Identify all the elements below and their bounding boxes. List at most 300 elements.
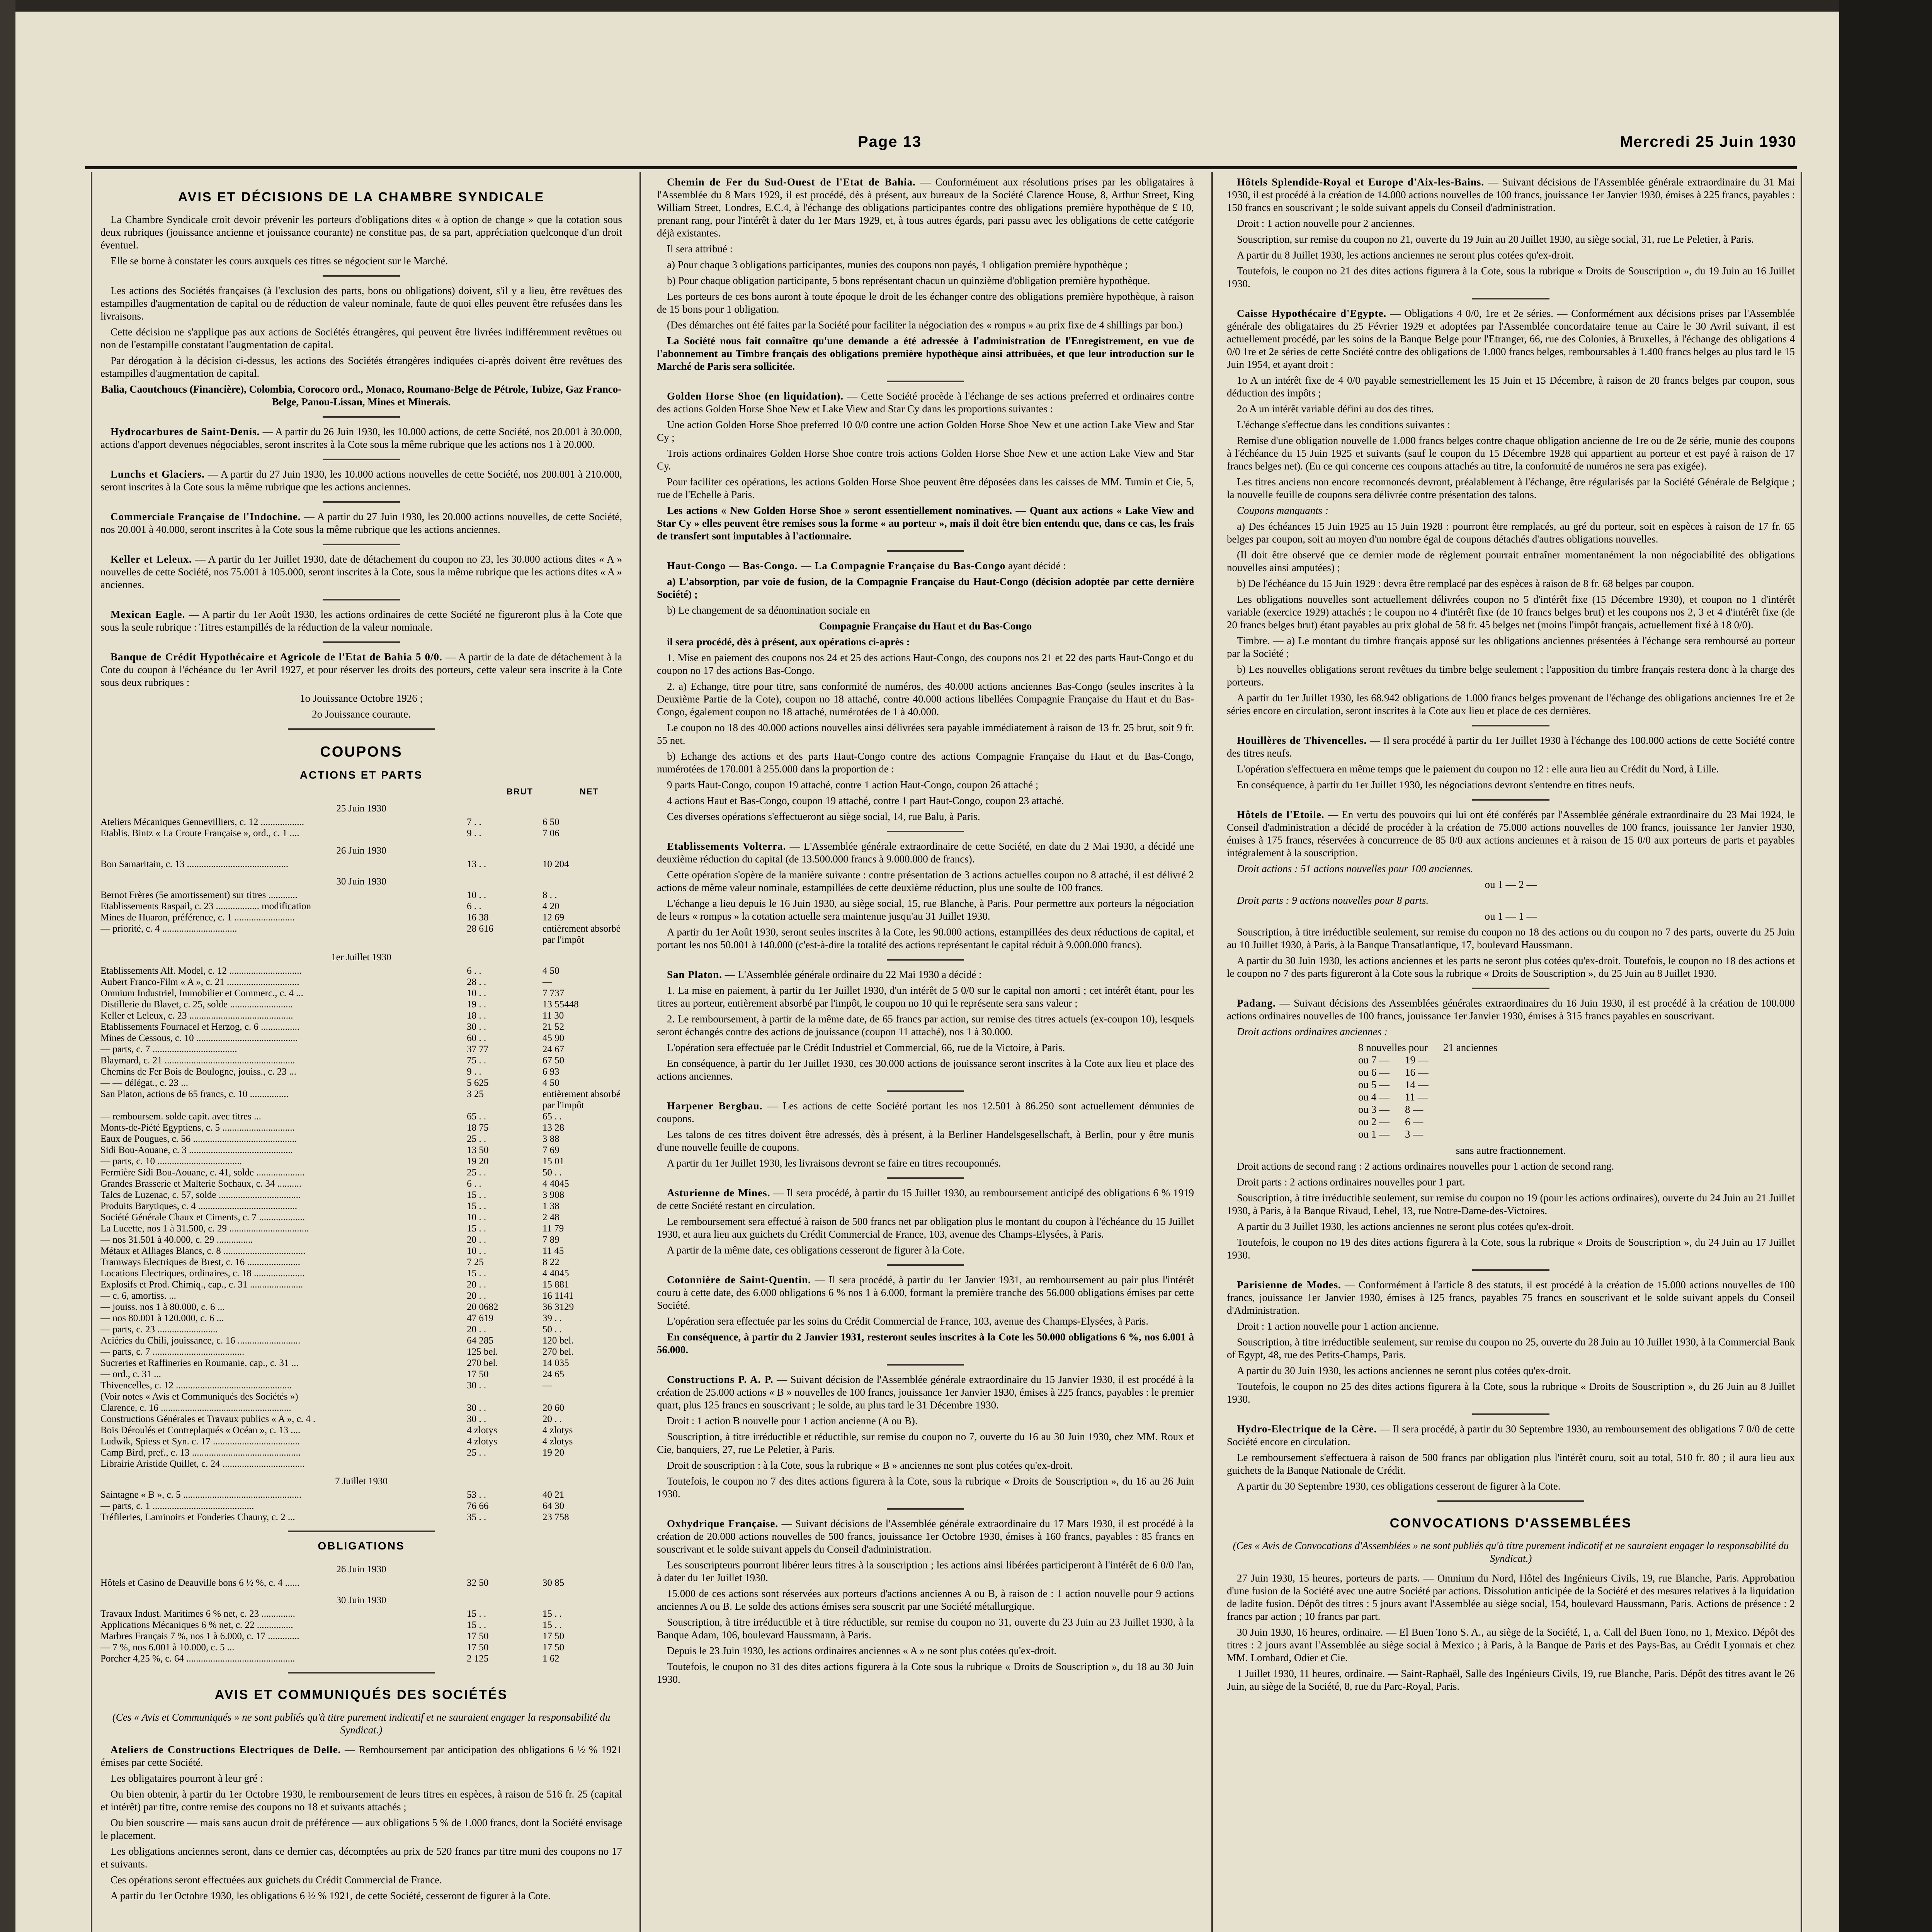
coupon-row — [100, 1245, 622, 1257]
coupon-row — [100, 1257, 622, 1268]
separator — [323, 599, 400, 600]
column-2 — [657, 176, 1194, 1932]
coupon-name: (Voir notes « Avis et Communiqués des Sociétés ») — [100, 1391, 298, 1402]
coupon-row — [100, 1189, 622, 1201]
coupon-name: Etablissements Raspail, c. 23 .................. modification — [100, 901, 311, 912]
coupon-name: — parts, c. 1 .......................................... — [100, 1501, 254, 1511]
coupon-row — [100, 1653, 622, 1664]
coupon-date: 30 Juin 1930 — [336, 1595, 386, 1605]
ratio-row — [1358, 1078, 1795, 1091]
paragraph: En conséquence, à partir du 1er Juillet 1930, ces 30.000 actions de jouissance seront inscrites à la Cote aux lieu et place des actions anciennes. — [657, 1058, 1194, 1082]
coupon-date-row — [100, 946, 622, 965]
coupon-row — [100, 999, 622, 1010]
coupon-date: 26 Juin 1930 — [336, 845, 386, 856]
separator — [887, 381, 964, 382]
coupon-name: — — délégat., c. 23 ... — [100, 1078, 189, 1088]
coupons-title: COUPONS — [320, 744, 403, 760]
paragraph: 4 actions Haut et Bas-Congo, coupon 19 attaché, contre 1 part Haut-Congo, coupon 23 attaché. — [667, 795, 1064, 806]
coupon-name: Clarence, c. 16 ...................................................... — [100, 1403, 291, 1413]
coupon-name: Locations Electriques, ordinaires, c. 18 ..................... — [100, 1268, 305, 1279]
notice-title: Etablissements Volterra. — [667, 840, 786, 852]
separator — [323, 544, 400, 545]
paragraph: b) Les nouvelles obligations seront revêtues du timbre belge seulement ; l'apposition du timbre français restera donc à la charge des porteurs. — [1227, 663, 1795, 688]
coupon-name: Travaux Indust. Maritimes 6 % net, c. 23 .............. — [100, 1609, 295, 1619]
coupon-row — [100, 1032, 622, 1044]
ratio-row — [1358, 1103, 1795, 1116]
coupon-row — [100, 1021, 622, 1032]
notice-text: — Cette Société procède à l'échange de ses actions preferred et ordinaires contre des actions Golden Horse Shoe New et Lake View and Star Cy dans les proportions suivantes : — [657, 390, 1194, 415]
coupon-name: Etablis. Bintz « La Croute Française », ord., c. 1 .... — [100, 828, 299, 838]
coupon-brut: 13 . . — [467, 859, 486, 869]
ratio-new: ou 1 — — [1358, 1128, 1389, 1140]
coupon-row — [100, 965, 622, 976]
coupon-row — [100, 816, 622, 828]
coupon-row — [100, 889, 622, 901]
coupon-name: Ateliers Mécaniques Gennevilliers, c. 12 .................. — [100, 817, 304, 827]
paragraph: 9 parts Haut-Congo, coupon 19 attaché, contre 1 action Haut-Congo, coupon 26 attaché ; — [667, 779, 1039, 791]
paragraph: Souscription, à titre irréductible seulement, sur remise du coupon no 18 des actions ou du coupon no 7 des parts, ouverte du 25 Juin au 10 Juillet 1930, à Paris, à la Banque Transatlantique, 17, boulevard Haussmann. — [1227, 926, 1795, 951]
coupon-column-headers — [100, 787, 622, 797]
separator — [323, 416, 400, 418]
notice-title: Ateliers de Constructions Electriques de Delle. — [111, 1744, 341, 1755]
coupon-net: entièrement absorbé par l'impôt — [542, 923, 621, 945]
paragraph: A partir de la même date, ces obligations cesseront de figurer à la Cote. — [667, 1244, 964, 1256]
coupon-row — [100, 1010, 622, 1021]
paragraph: 1. La mise en paiement, à partir du 1er Juillet 1930, d'un intérêt de 5 0/0 sur le capital non amorti ; cet intérêt étant, pour les titres au porteur, entièrement absorbé par l'impôt, le coupon no 10 qui le représente sera sans valeur ; — [657, 985, 1194, 1009]
coupon-name: Métaux et Alliages Blancs, c. 8 .................................. — [100, 1246, 306, 1256]
coupon-name: Produits Barytiques, c. 4 ......................................... — [100, 1201, 298, 1211]
header-rule — [85, 166, 1797, 169]
coupon-date: 26 Juin 1930 — [336, 1564, 386, 1575]
paragraph: Souscription, à titre irréductible seulement, sur remise du coupon no 19 (pour les actions ordinaires), ouverte du 24 Juin au 21 Juillet 1930, à Paris, à la Banque Rivaud, Lebel, 13, rue Notre-Dame-des-Victoires. — [1227, 1192, 1795, 1216]
coupon-row — [100, 1223, 622, 1234]
paragraph: La Société nous fait connaître qu'une demande a été adressée à l'administration de l'Enregistrement, en vue de l'abonnement au Timbre français des obligations première hypothèque ainsi attribuées, et que leur introduction sur le Marché de Paris sera sollicitée. — [657, 335, 1194, 372]
coupon-brut: 6 . . — [467, 1179, 481, 1189]
notice-line: 1o Jouissance Octobre 1926 ; — [300, 692, 423, 704]
coupon-net: 1 38 — [542, 1201, 560, 1211]
ratio-row — [1358, 1066, 1795, 1078]
notice-title: Haut-Congo — Bas-Congo. — La Compagnie Française du Bas-Congo — [667, 560, 1006, 571]
notice-title: Keller et Leleux. — [111, 553, 192, 565]
coupon-brut: 17 50 — [467, 1631, 489, 1641]
coupon-brut: 25 . . — [467, 1447, 486, 1458]
avis-chambre-title: AVIS ET DÉCISIONS DE LA CHAMBRE SYNDICALE — [178, 190, 545, 204]
coupon-name: — parts, c. 7 ...................................... — [100, 1347, 245, 1357]
notice-text: — A partir du 1er Août 1930, les actions ordinaires de cette Société ne figureront plus à la Cote que sous la seule rubrique : Titres estampillés de la réduction de la valeur nominale. — [100, 609, 622, 633]
paragraph: Droit actions de second rang : 2 actions ordinaires nouvelles pour 1 action de second rang. — [1237, 1160, 1614, 1172]
coupon-row — [100, 1066, 622, 1077]
coupon-net: 39 . . — [542, 1313, 562, 1323]
coupon-brut: 9 . . — [467, 1066, 481, 1077]
coupon-net: 12 69 — [542, 912, 565, 923]
paragraph: (Des démarches ont été faites par la Société pour faciliter la négociation des « rompus » au prix fixe de 4 shillings par bon.) — [667, 319, 1183, 331]
paragraph: Souscription, à titre irréductible et réductible, sur remise du coupon no 7, ouverte du 16 au 30 Juin 1930, chez MM. Roux et Cie, banquiers, 27, rue Le Peletier, à Paris. — [657, 1431, 1194, 1455]
notice-title: Asturienne de Mines. — [667, 1187, 770, 1199]
coupon-brut: 28 616 — [467, 923, 493, 934]
separator — [1472, 988, 1549, 989]
coupon-name: — nos 31.501 à 40.000, c. 29 ............... — [100, 1235, 253, 1245]
coupon-name: Ludwik, Spiess et Syn. c. 17 .................................... — [100, 1436, 300, 1447]
coupon-date: 7 Juillet 1930 — [335, 1476, 388, 1486]
coupon-net: 15 881 — [542, 1279, 569, 1290]
coupon-brut: 30 . . — [467, 1403, 486, 1413]
notice-text: — L'Assemblée générale ordinaire du 22 Mai 1930 a décidé : — [724, 969, 982, 980]
coupon-brut: 30 . . — [467, 1380, 486, 1391]
coupon-brut: 20 . . — [467, 1324, 486, 1335]
separator — [887, 1364, 964, 1366]
notice-text: — Les actions de cette Société portant les nos 12.501 à 86.250 sont actuellement démunies de coupons. — [657, 1100, 1194, 1124]
paragraph: Ou bien obtenir, à partir du 1er Octobre 1930, le remboursement de leurs titres en espèces, à raison de 516 fr. 25 (capital et intérêt) par titre, contre remise des coupons no 18 et suivants attachés ; — [100, 1788, 622, 1813]
coupon-net: — — [542, 1380, 552, 1391]
coupon-net: 270 bel. — [542, 1347, 574, 1357]
separator — [887, 1177, 964, 1179]
coupon-net: 15 01 — [542, 1156, 565, 1167]
coupon-net: 11 79 — [542, 1223, 564, 1234]
notice-title: Parisienne de Modes. — [1237, 1279, 1341, 1291]
frame-right-rule — [1801, 172, 1802, 1932]
coupon-net: 7 737 — [542, 988, 565, 998]
coupon-name: Etablissements Fournacel et Herzog, c. 6 ................ — [100, 1022, 300, 1032]
notice-title: Mexican Eagle. — [111, 609, 185, 620]
ratio-new: ou 5 — — [1358, 1079, 1389, 1090]
coupon-net: 7 06 — [542, 828, 560, 838]
notice-text: — Il sera procédé à partir du 1er Juillet 1930 à l'échange des 100.000 actions de cette Société contre des titres neufs. — [1227, 735, 1795, 759]
coupon-brut: 19 . . — [467, 999, 486, 1010]
coupon-brut: 20 0682 — [467, 1302, 498, 1312]
paragraph: Souscription, à titre irréductible seulement, sur remise du coupon no 25, ouverte du 28 Juin au 10 Juillet 1930, à la Commercial Bank of Egypt, 48, rue des Petits-Champs, Paris. — [1227, 1336, 1795, 1361]
coupon-name: — ord., c. 31 ... — [100, 1369, 161, 1379]
coupon-brut: 10 . . — [467, 890, 486, 900]
column-1 — [100, 176, 622, 1932]
notice-title: Banque de Crédit Hypothécaire et Agricole de l'Etat de Bahia 5 0/0. — [111, 651, 442, 663]
paragraph: L'échange s'effectue dans les conditions suivantes : — [1237, 419, 1451, 430]
coupon-name: — jouiss. nos 1 à 80.000, c. 6 ... — [100, 1302, 225, 1312]
coupon-date: 1er Juillet 1930 — [331, 952, 391, 963]
paragraph: Remise d'une obligation nouvelle de 1.000 francs belges contre chaque obligation ancienne de 1re ou de 2e série, munie des coupons à l'échéance du 15 Juin 1925 et suivants (sauf le coupon du 15 Décembre 1928 qui appartient au porteur et est payé à raison de 17 francs belges net). (En ce qui concerne ces coupons attachés au titre, la conformité de numéros ne sera pas exigée). — [1227, 435, 1795, 472]
coupon-net: 1 62 — [542, 1653, 560, 1664]
coupon-net: 17 50 — [542, 1631, 565, 1641]
ratio-new: ou 2 — — [1358, 1116, 1389, 1128]
paragraph: Droit de souscription : à la Cote, sous la rubrique « B » anciennes ne sont plus cotées qu'ex-droit. — [667, 1459, 1073, 1471]
ratio-old: 11 — — [1405, 1091, 1428, 1103]
coupon-brut: 15 . . — [467, 1190, 486, 1200]
notice-title: Caisse Hypothécaire d'Egypte. — [1237, 308, 1387, 319]
coupon-name: Tramways Electriques de Brest, c. 16 ...................... — [100, 1257, 301, 1267]
coupon-name: — c. 6, amortiss. ... — [100, 1291, 176, 1301]
padang-ratio-list — [1358, 1041, 1795, 1140]
paragraph: L'opération s'effectuera en même temps que le paiement du coupon no 12 : elle aura lieu au Crédit du Nord, à Lille. — [1237, 763, 1719, 775]
coupon-row — [100, 976, 622, 988]
coupon-brut — [467, 1458, 543, 1469]
coupon-net: 6 93 — [542, 1066, 560, 1077]
paragraph: Toutefois, le coupon no 21 des dites actions figurera à la Cote, sous la rubrique « Droits de Souscription », du 19 Juin au 16 Juillet 1930. — [1227, 265, 1795, 289]
paragraph: Les titres anciens non encore reconnoncés devront, préalablement à l'échange, être régularisés par la Société Générale de Belgique ; la nouvelle feuille de coupons sera délivrée contre présentation des talons. — [1227, 476, 1795, 500]
coupon-name: Applications Mécaniques 6 % net, c. 22 ............... — [100, 1620, 293, 1630]
coupon-row — [100, 1145, 622, 1156]
ratio-row — [1358, 1041, 1795, 1054]
coupon-name: Sidi Bou-Aouane, c. 3 ........................................... — [100, 1145, 293, 1155]
ratio-new: ou 6 — — [1358, 1066, 1389, 1078]
paragraph: Les talons de ces titres doivent être adressés, dès à présent, à la Berliner Handelsgesellschaft, à Berlin, pour y être munis d'une nouvelle feuille de coupons. — [657, 1129, 1194, 1153]
column-rule-2 — [1211, 172, 1213, 1932]
coupon-date-row — [100, 797, 622, 816]
coupon-brut: 32 50 — [467, 1578, 489, 1588]
separator — [288, 728, 435, 730]
paragraph: Les obligations anciennes seront, dans ce dernier cas, décomptées au prix de 520 francs par titre muni des coupons no 17 et suivants. — [100, 1845, 622, 1870]
paragraph: b) Pour chaque obligation participante, 5 bons représentant chacun un quinzième d'obligation première hypothèque. — [667, 275, 1150, 286]
ratio-new: ou 7 — — [1358, 1054, 1389, 1066]
paragraph: L'opération sera effectuée par le Crédit Industriel et Commercial, 66, rue de la Victoire, à Paris. — [667, 1042, 1065, 1053]
coupon-net: 21 52 — [542, 1022, 565, 1032]
coupon-net: 30 85 — [542, 1578, 565, 1588]
coupon-row — [100, 1324, 622, 1335]
page-edge — [0, 0, 15, 1932]
coupon-brut: 270 bel. — [467, 1358, 498, 1368]
coupon-brut: 16 38 — [467, 912, 489, 923]
separator — [887, 1264, 964, 1266]
paragraph: Cette opération s'opère de la manière suivante : contre présentation de 3 actions actuelles coupon no 8 attaché, il est délivré 2 actions de même valeur nominale, estampillées de cette deuxième réduction, plus une soulte de 100 francs. — [657, 869, 1194, 893]
notice-text: — Suivant décision de l'Assemblée générale extraordinaire du 15 Janvier 1930, il est procédé à la création de 25.000 actions « B » nouvelles de 100 francs, jouissance 1er Janvier 1930, émises à 225 francs, payables : le premier quart, plus 125 francs en souscrivant ; le solde, au plus tard le 31 Décembre 1930. — [657, 1374, 1194, 1411]
notice-line: 2o Jouissance courante. — [312, 708, 411, 720]
coupon-net: 11 30 — [542, 1010, 564, 1021]
coupon-net: 50 . . — [542, 1324, 562, 1335]
paragraph: A partir du 3 Juillet 1930, les actions anciennes ne seront plus cotées qu'ex-droit. — [1237, 1221, 1574, 1232]
coupon-date-row — [100, 1588, 622, 1608]
separator — [887, 550, 964, 552]
coupon-brut: 10 . . — [467, 1246, 486, 1256]
frame-left-rule — [91, 172, 92, 1932]
coupon-brut: 15 . . — [467, 1268, 486, 1279]
coupon-net: 24 65 — [542, 1369, 565, 1379]
coupon-brut: 5 625 — [467, 1078, 489, 1088]
coupon-brut: 15 . . — [467, 1620, 486, 1630]
coupon-net: 6 50 — [542, 817, 560, 827]
notice-title: Commerciale Française de l'Indochine. — [111, 511, 301, 522]
coupon-row — [100, 1608, 622, 1619]
coupon-net: 10 204 — [542, 859, 569, 869]
coupon-brut: 20 . . — [467, 1279, 486, 1290]
coupon-net: 13 55448 — [542, 999, 579, 1010]
coupon-row — [100, 1425, 622, 1436]
paragraph: b) Echange des actions et des parts Haut-Congo contre des actions Compagnie Française du Haut et du Bas-Congo, numérotées de 170.001 à 255.000 dans la proportion de : — [657, 750, 1194, 775]
coupon-row — [100, 1268, 622, 1279]
ratio-row — [1358, 1128, 1795, 1140]
coupon-brut: 15 . . — [467, 1201, 486, 1211]
notice-title: Hôtels Splendide-Royal et Europe d'Aix-les-Bains. — [1237, 176, 1485, 188]
coupon-net: 4 50 — [542, 966, 560, 976]
coupon-name: Saintagne « B », c. 5 ................................................. — [100, 1490, 302, 1500]
coupon-row — [100, 1111, 622, 1122]
coupon-row — [100, 1335, 622, 1346]
coupon-row — [100, 1631, 622, 1642]
notice-title: Cotonnière de Saint-Quentin. — [667, 1274, 811, 1286]
paragraph: A partir du 30 Juin 1930, les actions anciennes ne seront plus cotées qu'ex-droit. — [1237, 1365, 1571, 1376]
paragraph: Ces diverses opérations s'effectueront au siège social, 14, rue Balu, à Paris. — [667, 811, 980, 822]
paragraph: Compagnie Française du Haut et du Bas-Congo — [819, 620, 1032, 632]
notice-text: — A partir du 26 Juin 1930, les 10.000 actions, de cette Société, nos 20.001 à 30.000, actions d'apport devenues négociables, seront inscrites à la Cote sous la même rubrique que les actions nos 1 à 20.000. — [100, 426, 622, 450]
separator — [887, 831, 964, 832]
paragraph: Les souscripteurs pourront libérer leurs titres à la souscription ; les actions ainsi libérées participeront à l'intérêt de 6 0/0 l'an, à dater du 1er Juillet 1930. — [657, 1559, 1194, 1583]
separator — [1472, 725, 1549, 726]
paragraph: L'échange a lieu depuis le 16 Juin 1930, au siège social, 15, rue Blanche, à Paris. Pour permettre aux porteurs la négociation de leurs « rompus » la cotation actuelle sera maintenue jusqu'au 31 Juillet 1930. — [657, 898, 1194, 922]
paragraph: Toutefois, le coupon no 19 des dites actions figurera à la Cote, sous la rubrique « Droits de Souscription », du 24 Juin au 17 Juillet 1930. — [1227, 1236, 1795, 1261]
coupon-name: Blaymard, c. 21 ...................................................... — [100, 1055, 295, 1066]
separator — [288, 1531, 435, 1532]
coupon-net — [543, 1391, 622, 1402]
paragraph: 2. Le remboursement, à partir de la même date, de 65 francs par action, sur remise des titres actuels (ex-coupon 10), lesquels seront échangés contre des actions de jouissance (coupon 11 attaché), nos 1 à 30.000. — [657, 1013, 1194, 1037]
coupon-net: 50 . . — [542, 1167, 562, 1178]
coupon-row — [100, 1380, 622, 1391]
paragraph: L'opération sera effectuée par les soins du Crédit Commercial de France, 103, avenue des Champs-Elysées, à Paris. — [667, 1315, 1148, 1327]
coupon-brut: 18 . . — [467, 1010, 486, 1021]
ratio-old: 14 — — [1405, 1079, 1429, 1090]
notice-title: Hôtels de l'Etoile. — [1237, 809, 1325, 820]
coupon-brut: 6 . . — [467, 901, 481, 912]
paragraph: En conséquence, à partir du 1er Juillet 1930, les négociations devront s'entendre en titres neufs. — [1237, 779, 1635, 791]
notice-text: — Obligations 4 0/0, 1re et 2e séries. — Conformément aux décisions prises par l'Assemblée générale des obligataires du 25 Février 1929 et adoptées par l'Assemblée concordataire tenue au Caire le 30 Avril suivant, il est actuellement procédé, par les soins de la Banque Belge pour l'Etranger, 66, rue des Colonies, à Bruxelles, à l'échange des obligations 4 0/0 1re et 2e séries de cette Société contre des obligations de 1.000 francs belges, remboursables à 1.400 francs belges au plus tard le 15 Juin 1954, et ayant droit : — [1227, 308, 1795, 370]
brut-header: BRUT — [506, 787, 533, 796]
paragraph: Cette décision ne s'applique pas aux actions de Sociétés étrangères, qui peuvent être livrées indifféremment revêtues ou non de l'estampille constatant l'augmentation de capital. — [100, 326, 622, 350]
paragraph: Ces opérations seront effectuées aux guichets du Crédit Commercial de France. — [111, 1874, 442, 1886]
notice-title: Constructions P. A. P. — [667, 1374, 774, 1385]
separator — [323, 459, 400, 460]
coupon-name: Aciéries du Chili, jouissance, c. 16 .......................... — [100, 1335, 301, 1346]
separator — [323, 275, 400, 277]
coupon-row — [100, 1290, 622, 1301]
paragraph: 1 Juillet 1930, 11 heures, ordinaire. — Saint-Raphaël, Salle des Ingénieurs Civils, 19, rue Blanche, Paris. Dépôt des titres avant le 26 Juin, au siège de la Société, 8, rue du Parc-Royal, Paris. — [1227, 1668, 1795, 1692]
obligations-table — [100, 1558, 622, 1664]
coupon-brut: 15 . . — [467, 1223, 486, 1234]
notice-title: Chemin de Fer du Sud-Ouest de l'Etat de Bahia. — [667, 176, 916, 188]
coupon-brut: 28 . . — [467, 977, 486, 987]
notice-text: — Il sera procédé, à partir du 30 Septembre 1930, au remboursement des obligations 7 0/0 de cette Société encore en circulation. — [1227, 1423, 1795, 1447]
coupon-net: 45 90 — [542, 1033, 565, 1043]
coupon-net: 16 1141 — [542, 1291, 574, 1301]
coupon-row — [100, 1167, 622, 1178]
coupon-row — [100, 1489, 622, 1500]
paragraph: Droit : 1 action nouvelle pour 1 action ancienne. — [1237, 1320, 1439, 1332]
coupon-name: Tréfileries, Laminoirs et Fonderies Chauny, c. 2 ... — [100, 1512, 295, 1522]
coupon-name: Monts-de-Piété Egyptiens, c. 5 .............................. — [100, 1122, 295, 1133]
notice-title: Golden Horse Shoe (en liquidation). — [667, 390, 844, 402]
avis-societes-title: AVIS ET COMMUNIQUÉS DES SOCIÉTÉS — [214, 1687, 508, 1702]
notice-title: Hydrocarbures de Saint-Denis. — [111, 426, 260, 437]
notice-text: — En vertu des pouvoirs qui lui ont été conférés par l'Assemblée générale extraordinaire du 23 Mai 1924, le Conseil d'administration a décidé de procéder à la création de 75.000 actions nouvelles de 100 francs, jouissance 1er Janvier 1930, émises à 175 francs, réservées à concurrence de 85 0/0 aux actions anciennes et à raison de 15 0/0 aux porteurs de parts et payables intégralement à la souscription. — [1227, 809, 1795, 859]
paragraph: 27 Juin 1930, 15 heures, porteurs de parts. — Omnium du Nord, Hôtel des Ingénieurs Civils, 19, rue Blanche, Paris. Approbation d'une fusion de la Société avec une autre Société par actions. Dissolution anticipée de la Société et des mesures relatives à la liquidation de ladite fusion. Dépôt des titres : 5 jours avant l'Assemblée au siège social, 154, boulevard Haussmann, Paris. Actions de présence : 2 francs par action ; 10 francs par part. — [1227, 1572, 1795, 1622]
notice-text: — Remboursement par anticipation des obligations 6 ½ % 1921 émises par cette Société. — [100, 1744, 622, 1768]
coupon-name: Constructions Générales et Travaux publics « A », c. 4 . — [100, 1414, 316, 1424]
coupon-name: Grandes Brasserie et Malterie Sochaux, c. 34 .......... — [100, 1179, 301, 1189]
coupon-brut: 17 50 — [467, 1369, 489, 1379]
company-list: Balia, Caoutchoucs (Financière), Colombia, Corocoro ord., Monaco, Roumano-Belge de Pétrole, Tubize, Gaz Franco-Belge, Panou-Lissan, Mines et Minerais. — [101, 383, 622, 408]
coupon-row — [100, 1402, 622, 1413]
ratio-row — [1358, 1116, 1795, 1128]
notice-title: Houillères de Thivencelles. — [1237, 735, 1367, 746]
coupon-brut: 6 . . — [467, 966, 481, 976]
net-header: NET — [580, 787, 599, 796]
paragraph: Le remboursement sera effectué à raison de 500 francs net par obligation plus le montant du coupon à l'échéance du 15 Juillet 1930, et aura lieu aux guichets du Crédit Commercial de France, 103, avenue des Champs-Elysées, à Paris. — [657, 1216, 1194, 1240]
coupon-net: 120 bel. — [542, 1335, 574, 1346]
coupon-row — [100, 1436, 622, 1447]
coupon-brut: 25 . . — [467, 1167, 486, 1178]
coupon-net: 23 758 — [542, 1512, 569, 1522]
coupon-row — [100, 1178, 622, 1189]
coupon-brut: 4 zlotys — [467, 1436, 497, 1447]
notice-text: — Il sera procédé, à partir du 1er Janvier 1931, au remboursement au pair plus l'intérêt couru à cette date, des 6.000 obligations 6 % nos 1 à 6.000, formant la première tranche des 56.000 obligations émises par cette Société. — [657, 1274, 1194, 1311]
separator — [323, 501, 400, 503]
coupon-row — [100, 1512, 622, 1523]
coupon-net: 4 zlotys — [542, 1425, 573, 1435]
paragraph: Timbre. — a) Le montant du timbre français apposé sur les obligations anciennes présentées à l'échange sera remboursé au porteur par la Société ; — [1227, 635, 1795, 659]
paragraph: (Il doit être observé que ce dernier mode de règlement pourrait entraîner momentanément la non négociabilité des obligations nouvelles ainsi amputées) ; — [1227, 549, 1795, 573]
paragraph: b) De l'échéance du 15 Juin 1929 : devra être remplacé par des espèces à raison de 8 fr. 68 belges par coupon. — [1237, 578, 1694, 589]
notice-text: — Conformément aux résolutions prises par les obligataires à l'Assemblée du 8 Mars 1929, il est procédé, dès à présent, aux bureaux de la Société Clarence House, 8, Arthur Street, King William Street, Londres, E.C.4, à l'échange des obligations participantes contre des obligations première hypothèque de £ 10, prenant rang, pour l'intérêt à dater du 1er Mars 1929, et, à tous autres égards, pari passu avec les obligations de cette catégorie déjà existantes. — [657, 176, 1194, 239]
coupon-table — [100, 797, 622, 1523]
paragraph: 15.000 de ces actions sont réservées aux porteurs d'actions anciennes A ou B, à raison de : 1 action nouvelle pour 9 actions anciennes A ou B. Le solde des actions émises sera souscrit par une Société métallurgique. — [657, 1588, 1194, 1612]
separator — [323, 641, 400, 643]
coupon-name: — parts, c. 10 ................................... — [100, 1156, 242, 1167]
paragraph: Il sera attribué : — [667, 243, 733, 255]
paragraph: ou 1 — 1 — — [1485, 910, 1537, 922]
page-number: Page 13 — [858, 133, 922, 150]
paragraph: Coupons manquants : — [1237, 505, 1329, 516]
paragraph: Toutefois, le coupon no 25 des dites actions figurera à la Cote, sous la rubrique « Droits de Souscription », du 26 Juin au 8 Juillet 1930. — [1227, 1381, 1795, 1405]
coupon-name: Omnium Industriel, Immobilier et Commerc., c. 4 ... — [100, 988, 303, 998]
coupon-name: — priorité, c. 4 ............................... — [100, 923, 237, 934]
coupon-brut: 76 66 — [467, 1501, 489, 1511]
page-header — [85, 133, 1797, 168]
coupon-row — [100, 1500, 622, 1512]
paragraph: 2. a) Echange, titre pour titre, sans conformité de numéros, des 40.000 actions anciennes Bas-Congo (seules inscrites à la Deuxième Partie de la Cote), coupon no 18 attaché, contre 40.000 actions libellées Compagnie Française du Haut et du Bas-Congo, également coupon no 18 attaché, numérotées de 1 à 40.000. — [657, 680, 1194, 718]
coupon-brut: 64 285 — [467, 1335, 493, 1346]
paragraph: Souscription, à titre irréductible et à titre réductible, sur remise du coupon no 31, ouverte du 23 Juin au 23 Juillet 1930, à la Banque Adam, 106, boulevard Haussmann, à Paris. — [657, 1616, 1194, 1641]
coupon-row — [100, 859, 622, 870]
coupon-name: La Lucette, nos 1 à 31.500, c. 29 ................................. — [100, 1223, 309, 1234]
coupon-name: — parts, c. 7 ................................... — [100, 1044, 237, 1054]
separator — [1472, 1269, 1549, 1271]
notice-text: — A partir du 1er Juillet 1930, date de détachement du coupon no 23, les 30.000 actions dites « A » nouvelles de cette Société, nos 75.001 à 105.000, seront inscrites à la Cote, sous la même rubrique que les actions dites « A » anciennes. — [100, 553, 622, 590]
coupon-name: Porcher 4,25 %, c. 64 ............................................. — [100, 1653, 295, 1664]
paragraph: A partir du 8 Juillet 1930, les actions anciennes ne seront plus cotées qu'ex-droit. — [1237, 249, 1574, 261]
coupon-row — [100, 1279, 622, 1290]
coupon-name: — 7 %, nos 6.001 à 10.000, c. 5 ... — [100, 1642, 235, 1653]
coupon-row — [100, 1122, 622, 1133]
coupon-brut: 20 . . — [467, 1235, 486, 1245]
coupon-brut: 75 . . — [467, 1055, 486, 1066]
coupon-brut: 4 zlotys — [467, 1425, 497, 1435]
coupon-row — [100, 988, 622, 999]
convocations-title: CONVOCATIONS D'ASSEMBLÉES — [1389, 1516, 1632, 1531]
paragraph: Ou bien souscrire — mais sans aucun droit de préférence — aux obligations 5 % de 1.000 francs, dont la Société envisage le placement. — [100, 1817, 622, 1841]
coupon-brut: 35 . . — [467, 1512, 486, 1522]
coupon-brut: 10 . . — [467, 1212, 486, 1223]
paragraph: ou 1 — 2 — — [1485, 879, 1537, 890]
coupon-net: 64 30 — [542, 1501, 565, 1511]
coupon-row — [100, 1201, 622, 1212]
notice-text: — L'Assemblée générale extraordinaire de cette Société, en date du 2 Mai 1930, a décidé une deuxième réduction du capital (de 13.500.000 francs à 9.000.000 de francs). — [657, 840, 1194, 865]
notice-text: — A partir du 27 Juin 1930, les 20.000 actions nouvelles, de cette Société, nos 20.001 à 40.000, seront inscrites à la Cote sous la même rubrique que les actions anciennes. — [100, 511, 622, 535]
coupon-brut: 47 619 — [467, 1313, 493, 1323]
separator — [1472, 298, 1549, 299]
paragraph: Droit : 1 action B nouvelle pour 1 action ancienne (A ou B). — [667, 1415, 918, 1427]
notice-text: — A partir de la date de détachement à la Cote du coupon à l'échéance du 1er Avril 1927, et pour réserver les droits des porteurs, cette valeur sera inscrite à la Cote sous deux rubriques : — [100, 651, 622, 688]
coupon-row — [100, 1133, 622, 1145]
coupon-name: Distillerie du Blavet, c. 25, solde .......................... — [100, 999, 293, 1010]
coupon-name: Aubert Franco-Film « A », c. 21 .............................. — [100, 977, 299, 987]
coupon-row — [100, 1369, 622, 1380]
paragraph: Trois actions ordinaires Golden Horse Shoe contre trois actions Golden Horse Shoe New et une action Lake View and Star Cy. — [657, 447, 1194, 472]
coupon-row — [100, 1156, 622, 1167]
